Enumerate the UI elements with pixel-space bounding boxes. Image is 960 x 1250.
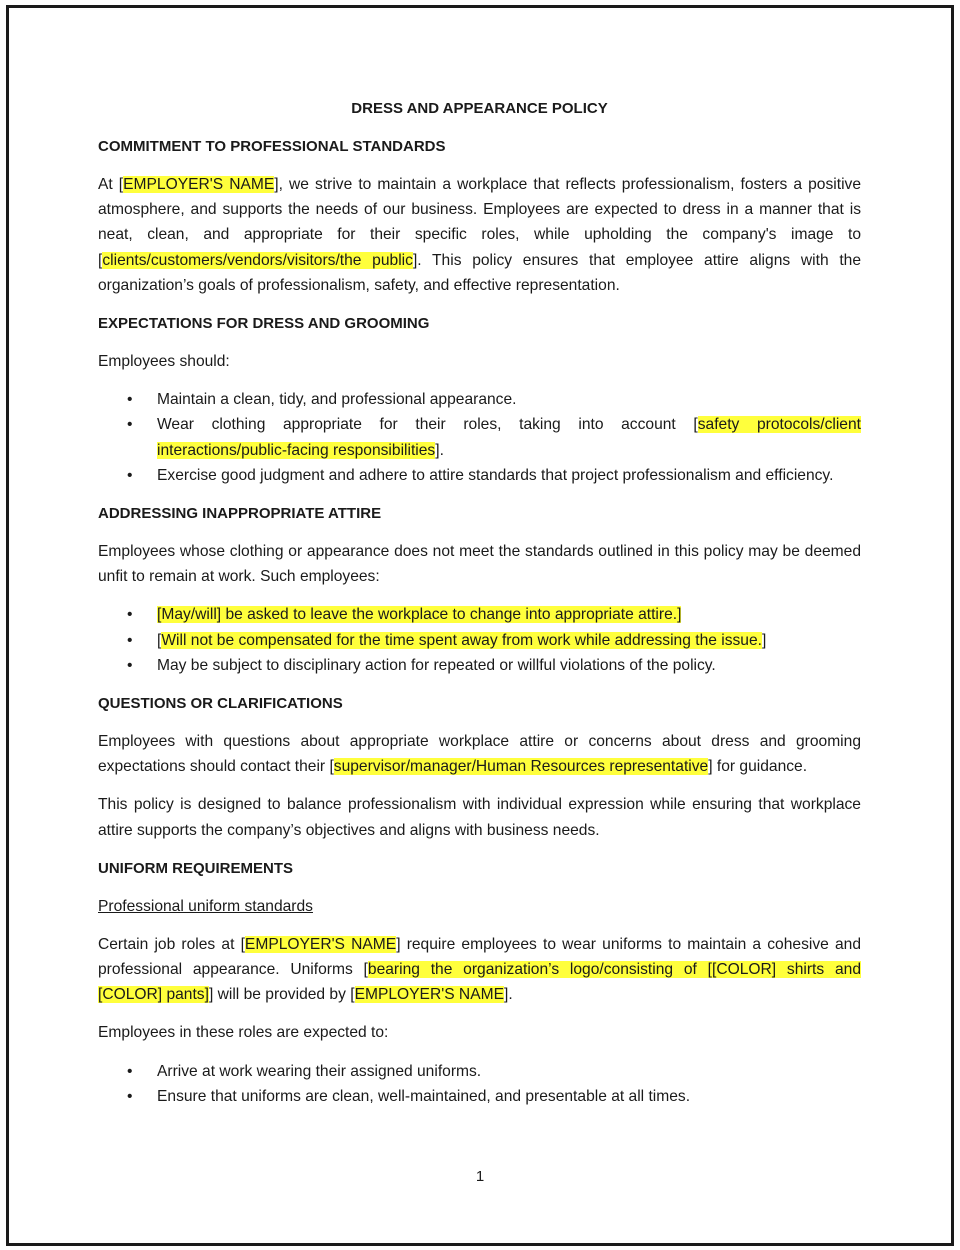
list-item-text: Ensure that uniforms are clean, well-maintained, and presentable at all times.	[157, 1087, 691, 1105]
paragraph-policy-balance: This policy is designed to balance professionalism with individual expression while ensuring that workplace attire supports the company’s objectives and aligns with business needs.	[98, 796, 861, 839]
text-run: [	[157, 631, 162, 649]
list-item	[98, 387, 861, 412]
list-item-text: Maintain a clean, tidy, and professional appearance.	[157, 391, 517, 409]
placeholder-audience: clients/customers/vendors/visitors/the public	[102, 251, 413, 269]
list-item	[98, 1084, 861, 1109]
bullet-icon: •	[127, 606, 133, 624]
subheading-uniform-standards: Professional uniform standards	[98, 897, 313, 915]
placeholder-contact: supervisor/manager/Human Resources representative	[333, 758, 709, 776]
placeholder-employer-name: EMPLOYER'S NAME	[244, 935, 397, 953]
bullet-icon: •	[127, 1062, 133, 1080]
placeholder-compensation: Will not be compensated for the time spent away from work while addressing the issue.	[161, 631, 762, 649]
list-item	[98, 412, 861, 462]
paragraph-uniform	[98, 932, 861, 1008]
heading-inappropriate-attire: ADDRESSING INAPPROPRIATE ATTIRE	[98, 505, 382, 523]
bullet-icon: •	[127, 1087, 133, 1105]
paragraph-inappropriate-intro: Employees whose clothing or appearance does not meet the standards outlined in this policy may be deemed unfit to remain at work. Such employees:	[98, 543, 861, 586]
placeholder-leave-workplace: [May/will] be asked to leave the workplace to change into appropriate attire.]	[157, 606, 682, 624]
list-expectations	[98, 387, 861, 488]
page-number: 1	[475, 1168, 485, 1185]
text-run: Employees with questions about appropriate workplace attire or concerns about dress and grooming expectations should contact their [	[98, 733, 861, 776]
list-item-text: Exercise good judgment and adhere to attire standards that project professionalism and efficiency.	[157, 466, 834, 484]
paragraph-commitment	[98, 172, 861, 298]
text-run: At [	[98, 176, 124, 193]
text-run: Wear clothing appropriate for their roles, taking into account [	[157, 416, 698, 434]
heading-expectations: EXPECTATIONS FOR DRESS AND GROOMING	[98, 315, 430, 333]
bullet-icon: •	[127, 416, 133, 434]
heading-uniform: UNIFORM REQUIREMENTS	[98, 859, 293, 877]
list-item	[98, 602, 861, 627]
text-run: Certain job roles at [	[98, 935, 245, 953]
document-title: DRESS AND APPEARANCE POLICY	[351, 100, 608, 117]
bullet-icon: •	[127, 391, 133, 409]
text-run: ] for guidance.	[708, 758, 808, 776]
bullet-icon: •	[127, 656, 133, 674]
list-item-text: May be subject to disciplinary action for repeated or willful violations of the policy.	[157, 656, 716, 674]
list-item	[98, 463, 861, 488]
placeholder-uniform-description: bearing the organization’s logo/consisting of [[COLOR] shirts and [COLOR] pants]	[98, 961, 861, 1004]
document-body	[98, 96, 861, 1122]
list-item	[98, 653, 861, 678]
text-run: ]. This policy ensures that employee attire aligns with the organization’s goals of professionalism, safety, and effective representation.	[98, 251, 862, 294]
placeholder-employer-name: EMPLOYER'S NAME	[354, 986, 504, 1004]
text-run: ]	[762, 631, 767, 649]
placeholder-responsibilities: safety protocols/client interactions/public-facing responsibilities	[157, 416, 861, 459]
text-run: ] require employees to wear uniforms to maintain a cohesive and professional appearance. Uniforms [	[98, 935, 862, 979]
list-inappropriate	[98, 602, 861, 678]
paragraph-questions	[98, 729, 861, 779]
paragraph-expectations-intro: Employees should:	[98, 353, 230, 371]
list-item	[98, 628, 861, 653]
paragraph-uniform-intro: Employees in these roles are expected to:	[98, 1024, 389, 1042]
list-uniform	[98, 1059, 861, 1109]
placeholder-employer-name: EMPLOYER'S NAME	[123, 176, 275, 193]
text-run: ] will be provided by [	[208, 986, 355, 1004]
text-run: ], we strive to maintain a workplace that reflects professionalism, fosters a positive atmosphere, and supports the needs of our business. Employees are expected to dress in a manner that is neat, clean, and appropriate for their specific roles, while upholding the company's image to [	[98, 176, 861, 269]
heading-commitment: COMMITMENT TO PROFESSIONAL STANDARDS	[98, 138, 446, 155]
bullet-icon: •	[127, 466, 133, 484]
text-run: ].	[503, 986, 513, 1004]
bullet-icon: •	[127, 631, 133, 649]
list-item	[98, 1059, 861, 1084]
list-item-text: Arrive at work wearing their assigned uniforms.	[157, 1062, 482, 1080]
text-run: ].	[435, 441, 444, 459]
heading-questions: QUESTIONS OR CLARIFICATIONS	[98, 695, 343, 713]
